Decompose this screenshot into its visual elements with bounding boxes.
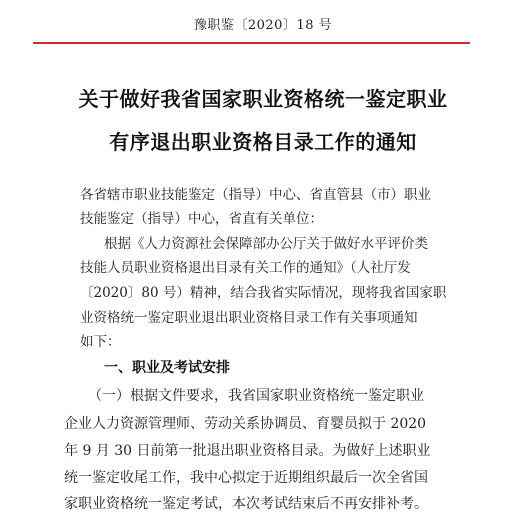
addressee-line-2: 技能鉴定（指导）中心，省直有关单位： xyxy=(80,211,323,227)
paragraph-1-line-4: 业资格统一鉴定职业退出职业资格目录工作有关事项通知 xyxy=(80,310,418,326)
paragraph-2-line-5: 家职业资格统一鉴定考试，本次考试结束后不再安排补考。 xyxy=(64,496,428,512)
paragraph-1-line-3: 〔2020〕80 号）精神，结合我省实际情况，现将我省国家职 xyxy=(80,285,447,301)
paragraph-2-line-1: （一）根据文件要求，我省国家职业资格统一鉴定职业 xyxy=(88,388,424,404)
document-title-line-1: 关于做好我省国家职业资格统一鉴定职业 xyxy=(78,87,448,111)
paragraph-2-line-4: 统一鉴定收尾工作，我中心拟定于近期组织最后一次全省国 xyxy=(64,470,428,486)
paragraph-1-line-2: 技能人员职业资格退出目录有关工作的通知》（人社厅发 xyxy=(80,260,411,276)
paragraph-1-line-1: 根据《人力资源社会保障部办公厅关于做好水平评价类 xyxy=(104,236,428,252)
paragraph-1-line-5: 如下： xyxy=(80,334,121,350)
red-header-rule xyxy=(33,42,470,44)
paragraph-2-line-2: 企业人力资源管理师、劳动关系协调员、育婴员拟于 2020 xyxy=(64,416,427,432)
document-number: 豫职鉴〔2020〕18 号 xyxy=(193,18,333,33)
paragraph-2-line-3: 年 9 月 30 日前第一批退出职业资格目录。为做好上述职业 xyxy=(64,443,431,459)
addressee-line-1: 各省辖市职业技能鉴定（指导）中心、省直管县（市）职业 xyxy=(80,187,431,203)
document-title-line-2: 有序退出职业资格目录工作的通知 xyxy=(109,130,417,154)
section-heading-1: 一、职业及考试安排 xyxy=(104,360,230,376)
